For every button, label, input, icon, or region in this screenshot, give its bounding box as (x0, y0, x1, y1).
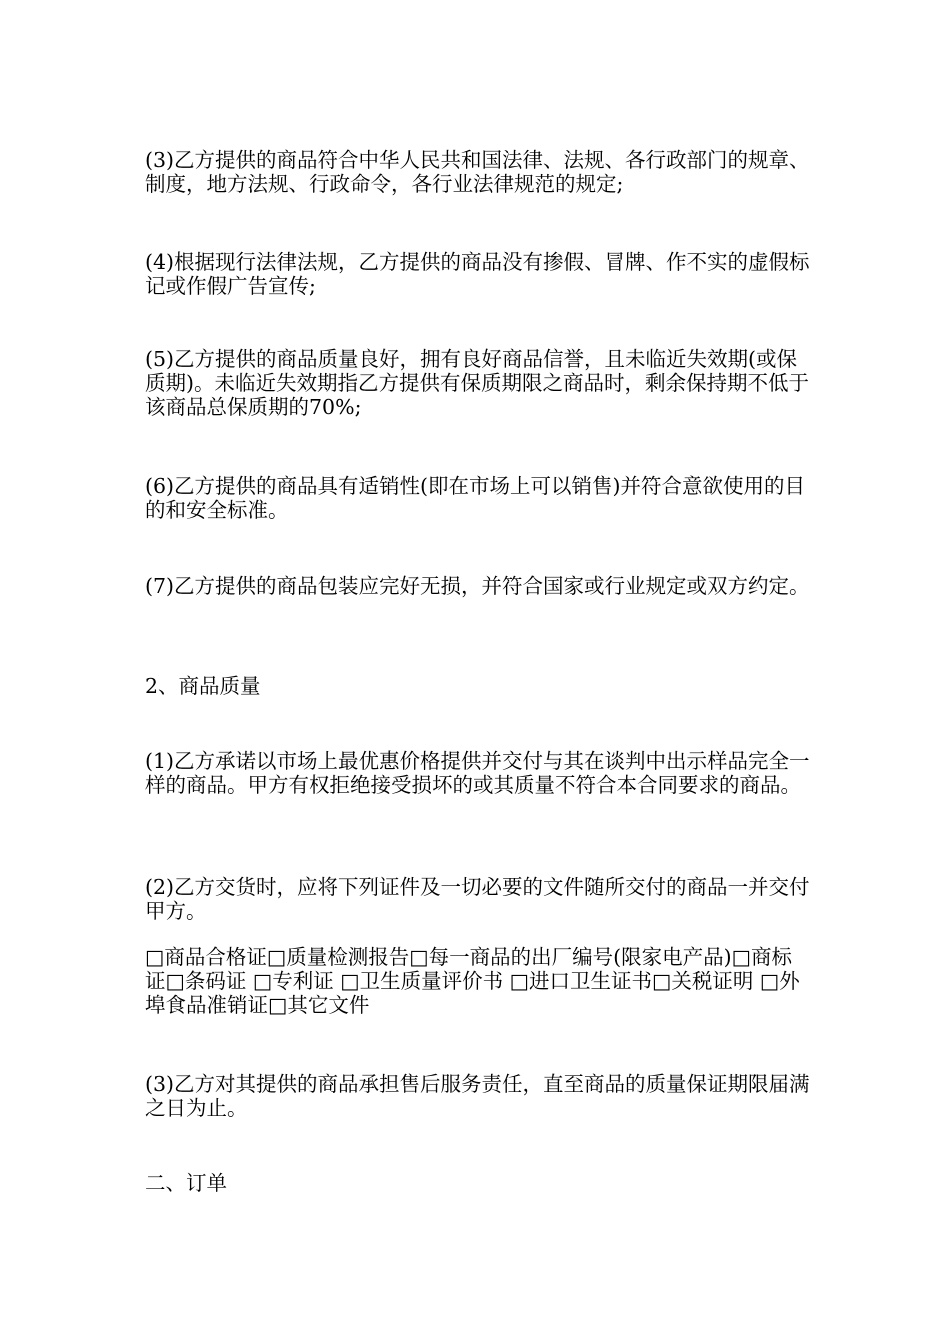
clause-5-quality-shelf-life: (5)乙方提供的商品质量良好，拥有良好商品信誉，且未临近失效期(或保质期)。未临近失效期指乙方提供有保质期限之商品时，剩余保持期不低于该商品总保质期的70%; (145, 347, 809, 419)
clause-4-no-counterfeit: (4)根据现行法律法规，乙方提供的商品没有掺假、冒牌、作不实的虚假标记或作假广告宣传; (145, 250, 810, 298)
clause-2-documents: (2)乙方交货时，应将下列证件及一切必要的文件随所交付的商品一并交付甲方。 (145, 875, 810, 923)
clause-3-after-sales: (3)乙方对其提供的商品承担售后服务责任，直至商品的质量保证期限届满之日为止。 (145, 1072, 810, 1120)
document-checklist: □商品合格证□质量检测报告□每一商品的出厂编号(限家电产品)□商标证□条码证 □专利证 □卫生质量评价书 □进口卫生证书□关税证明 □外埠食品准销证□其它文件 (145, 945, 800, 1017)
clause-7-packaging: (7)乙方提供的商品包装应完好无损，并符合国家或行业规定或双方约定。 (145, 574, 810, 598)
clause-6-merchantability: (6)乙方提供的商品具有适销性(即在市场上可以销售)并符合意欲使用的目的和安全标准。 (145, 474, 806, 522)
section-heading-product-quality: 2、商品质量 (145, 674, 261, 698)
clause-1-sample-match: (1)乙方承诺以市场上最优惠价格提供并交付与其在谈判中出示样品完全一样的商品。甲方有权拒绝接受损坏的或其质量不符合本合同要求的商品。 (145, 749, 810, 797)
section-heading-orders: 二、订单 (145, 1171, 227, 1195)
clause-3-law-compliance: (3)乙方提供的商品符合中华人民共和国法律、法规、各行政部门的规章、制度，地方法规、行政命令，各行业法律规范的规定; (145, 148, 810, 196)
